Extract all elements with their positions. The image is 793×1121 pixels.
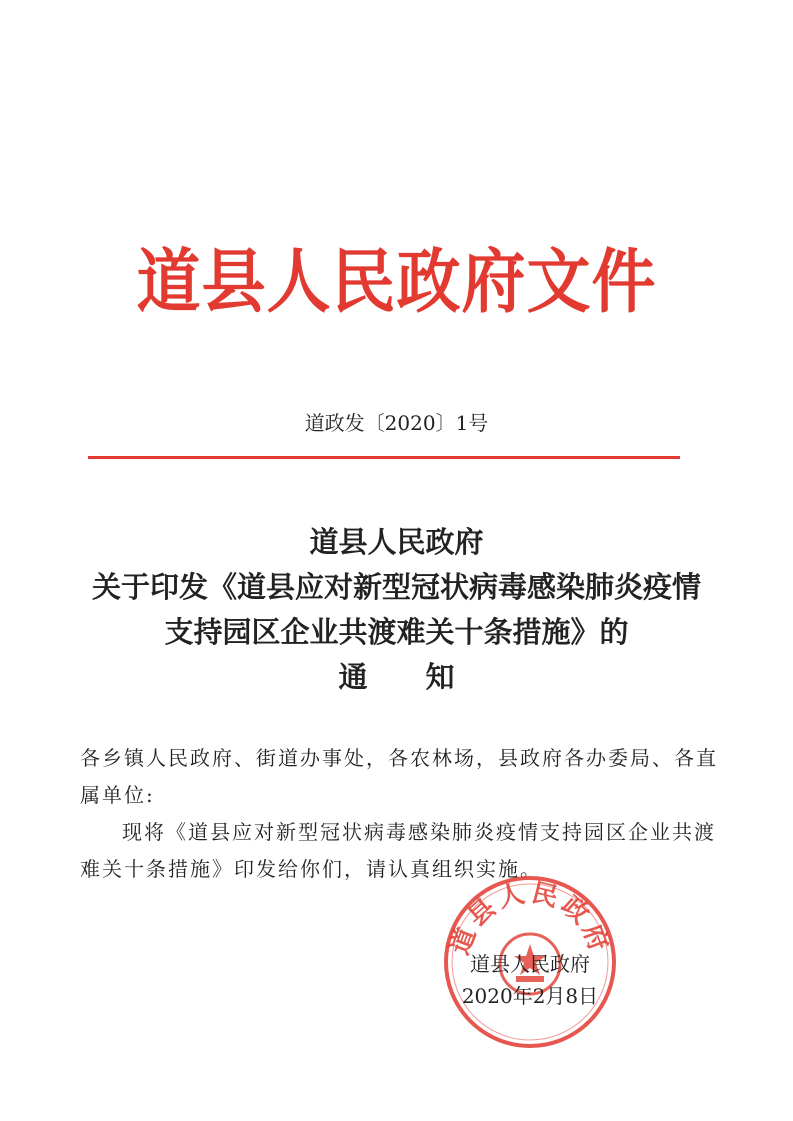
document-number: 道政发〔2020〕1号 bbox=[304, 411, 489, 435]
title-line-3: 支持园区企业共渡难关十条措施》的 bbox=[164, 615, 629, 649]
seal-text: 道县人民政府 bbox=[445, 877, 615, 959]
notice-title bbox=[40, 520, 753, 700]
addressee: 各乡镇人民政府、街道办事处，各农林场，县政府各办委局、各直属单位: bbox=[80, 746, 718, 807]
title-line-2: 关于印发《道县应对新型冠状病毒感染肺炎疫情 bbox=[91, 570, 701, 604]
red-divider bbox=[88, 456, 680, 459]
notice-body bbox=[80, 740, 720, 888]
masthead-title: 道县人民政府文件 bbox=[136, 243, 657, 323]
issuer-name: 道县人民政府 bbox=[470, 952, 590, 976]
signature-block bbox=[430, 948, 630, 1012]
issue-date: 2020年2月8日 bbox=[461, 984, 599, 1008]
title-line-1: 道县人民政府 bbox=[309, 525, 484, 559]
body-paragraph: 现将《道县应对新型冠状病毒感染肺炎疫情支持园区企业共渡难关十条措施》印发给你们，请认真组织实施。 bbox=[80, 820, 716, 881]
title-line-4: 通知 bbox=[338, 660, 513, 694]
